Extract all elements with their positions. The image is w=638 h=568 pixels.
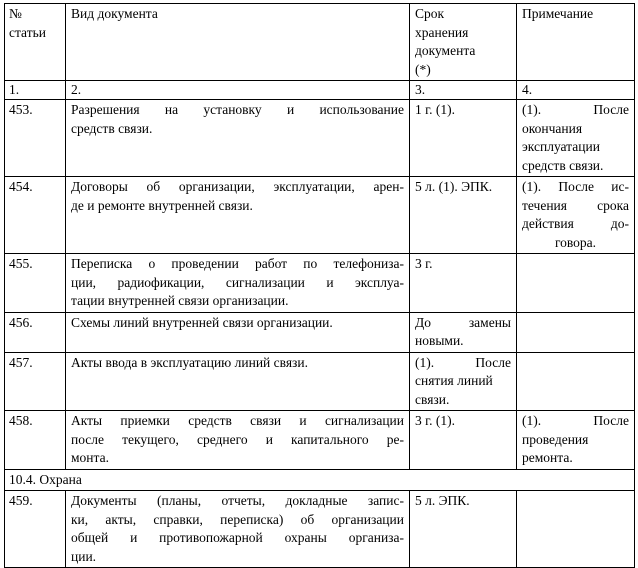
table-row [5,254,635,313]
column-index-cell: 4. [517,81,635,100]
table-row [5,411,635,470]
retention-table [4,3,635,568]
table-row [5,312,635,352]
table-row [5,491,635,568]
section-title: 10.4. Охрана [5,469,635,491]
note [517,254,635,313]
article-number: 455. [5,254,66,313]
article-number: 459. [5,491,66,568]
retention-term: 1 г. (1). [410,100,517,177]
document-type: Разрешения на установку и использование средств связи. [66,100,410,177]
column-index-cell: 2. [66,81,410,100]
header-note: Примечание [517,4,635,81]
document-type: Акты приемки средств связи и сигнализации после текущего, среднего и капитального ре- монта. [66,411,410,470]
header-retention-term: Срок хранения документа (*) [410,4,517,81]
article-number: 454. [5,177,66,254]
section-row [5,469,635,491]
note [517,312,635,352]
retention-term: 5 л. (1). ЭПК. [410,177,517,254]
article-number: 456. [5,312,66,352]
retention-term: 3 г. (1). [410,411,517,470]
document-page [4,3,634,568]
document-type: Документы (планы, отчеты, докладные запис- ки, акты, справки, переписка) об организации общей и противопожарной охраны организа- ции. [66,491,410,568]
note: (1). После окончания эксплуатации средств связи. [517,100,635,177]
document-type: Договоры об организации, эксплуатации, арен- де и ремонте внутренней связи. [66,177,410,254]
header-document-type: Вид документа [66,4,410,81]
retention-term: (1). После снятия линий связи. [410,352,517,411]
header-article-number: № статьи [5,4,66,81]
document-type: Переписка о проведении работ по телефониза- ции, радиофикации, сигнализации и эксплуа- тации внутренней связи организации. [66,254,410,313]
table-row [5,352,635,411]
document-type: Акты ввода в эксплуатацию линий связи. [66,352,410,411]
column-index-cell: 1. [5,81,66,100]
table-header-row [5,4,635,81]
retention-term: До замены новыми. [410,312,517,352]
note: (1). После ис- течения срока действия до- говора. [517,177,635,254]
retention-term: 5 л. ЭПК. [410,491,517,568]
note [517,352,635,411]
retention-term: 3 г. [410,254,517,313]
table-row [5,100,635,177]
table-row [5,177,635,254]
column-index-row [5,81,635,100]
note [517,491,635,568]
document-type: Схемы линий внутренней связи организации. [66,312,410,352]
note: (1). После проведения ремонта. [517,411,635,470]
column-index-cell: 3. [410,81,517,100]
article-number: 457. [5,352,66,411]
article-number: 458. [5,411,66,470]
article-number: 453. [5,100,66,177]
